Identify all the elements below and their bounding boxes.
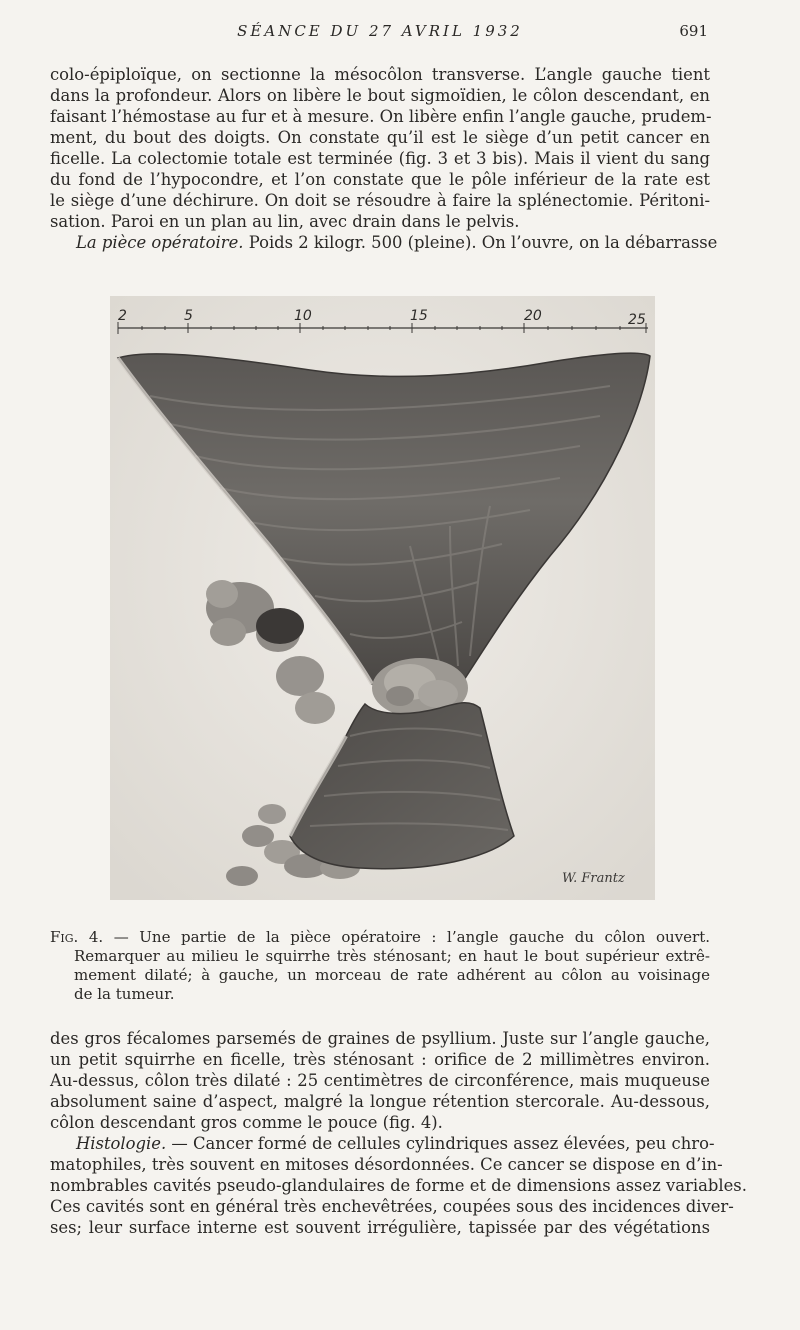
- paragraph-procedure: [50, 64, 718, 253]
- specimen-rest: Poids 2 kilogr. 500 (pleine). On l’ouvre, on la débarrasse: [243, 233, 718, 252]
- text-line: le siège d’une déchirure. On doit se résoudre à faire la splénectomie. Péritoni-: [50, 191, 710, 210]
- text-line: nombrables cavités pseudo-glandulaires de forme et de dimensions assez variables.: [50, 1176, 747, 1195]
- text-line: ficelle. La colectomie totale est terminée (fig. 3 et 3 bis). Mais il vient du sang: [50, 149, 710, 168]
- ruler-tick-label: 15: [410, 308, 428, 324]
- figure-caption: [50, 928, 710, 1004]
- text-line: sation. Paroi en un plan au lin, avec drain dans le pelvis.: [50, 212, 520, 231]
- caption-line: de la tumeur.: [74, 985, 175, 1003]
- histology-text: — Cancer formé de cellules cylindriques assez élevées, peu chro-: [166, 1134, 715, 1153]
- text-line-histology: [50, 1133, 715, 1154]
- specimen-lead: La pièce opératoire.: [76, 233, 244, 252]
- text-line-specimen: [50, 232, 718, 253]
- artist-signature: W. Frantz: [562, 871, 625, 886]
- page-number: 691: [679, 22, 708, 40]
- ruler-tick-label: 20: [524, 308, 542, 324]
- ruler-tick-label: 25: [628, 312, 646, 328]
- text-line: Au-dessus, côlon très dilaté : 25 centimètres de circonférence, mais muqueuse: [50, 1071, 710, 1090]
- figure-colon-specimen: [110, 296, 655, 900]
- figure-label: Fig. 4.: [50, 928, 104, 946]
- text-line: ses; leur surface interne est souvent irrégulière, tapissée par des végétations: [50, 1218, 710, 1237]
- histology-lead: Histologie.: [76, 1134, 167, 1153]
- text-line: du fond de l’hypocondre, et l’on constate que le pôle inférieur de la rate est: [50, 170, 710, 189]
- page-header: [0, 22, 800, 46]
- text-line: côlon descendant gros comme le pouce (fig. 4).: [50, 1113, 443, 1132]
- text-line: ment, du bout des doigts. On constate qu’il est le siège d’un petit cancer en: [50, 128, 710, 147]
- running-head: SÉANCE DU 27 AVRIL 1932: [237, 22, 523, 40]
- text-line: dans la profondeur. Alors on libère le bout sigmoïdien, le côlon descendant, en: [50, 86, 710, 105]
- caption-line: [50, 928, 710, 947]
- text-line: matophiles, très souvent en mitoses désordonnées. Ce cancer se dispose en d’in-: [50, 1155, 723, 1174]
- ruler-tick-label: 2: [118, 308, 127, 324]
- text-line: des gros fécalomes parsemés de graines de psyllium. Juste sur l’angle gauche,: [50, 1029, 710, 1048]
- caption-text: — Une partie de la pièce opératoire : l’angle gauche du côlon ouvert.: [103, 928, 711, 946]
- text-line: faisant l’hémostase au fur et à mesure. On libère enfin l’angle gauche, prudem-: [50, 107, 712, 126]
- ruler-tick-label: 10: [294, 308, 312, 324]
- specimen-illustration: [110, 296, 655, 900]
- caption-line: mement dilaté; à gauche, un morceau de rate adhérent au côlon au voisinage: [74, 966, 710, 984]
- caption-line: Remarquer au milieu le squirrhe très sténosant; en haut le bout supérieur extrê-: [74, 947, 710, 965]
- text-line: un petit squirrhe en ficelle, très sténosant : orifice de 2 millimètres environ.: [50, 1050, 710, 1069]
- paragraph-findings: [50, 1028, 747, 1238]
- ruler-tick-label: 5: [184, 308, 193, 324]
- text-line: Ces cavités sont en général très enchevêtrées, coupées sous des incidences diver-: [50, 1197, 734, 1216]
- text-line: colo-épiploïque, on sectionne la mésocôlon transverse. L’angle gauche tient: [50, 65, 710, 84]
- text-line: absolument saine d’aspect, malgré la longue rétention stercorale. Au-dessous,: [50, 1092, 710, 1111]
